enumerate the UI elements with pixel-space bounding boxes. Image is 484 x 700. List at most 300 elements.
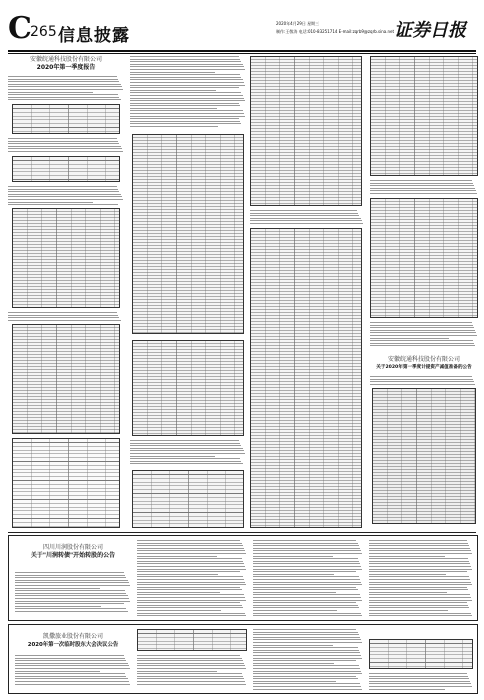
- table-1: [12, 104, 120, 134]
- table-12: [370, 198, 478, 318]
- text-line: [8, 86, 122, 87]
- text-line: [137, 655, 240, 656]
- text-line: [253, 665, 359, 666]
- text-line: [130, 458, 240, 459]
- text-line: [370, 327, 474, 328]
- text-line: [137, 587, 240, 588]
- text-line: [369, 574, 446, 575]
- text-line: [8, 194, 121, 195]
- page-number: 265: [30, 24, 57, 40]
- text-line: [137, 571, 240, 572]
- table-9: [250, 56, 362, 206]
- text-line: [8, 146, 121, 147]
- text-line: [369, 561, 469, 562]
- table-6: [132, 134, 244, 334]
- column-1-text: [8, 76, 124, 102]
- text-line: [369, 587, 467, 588]
- text-line: [253, 637, 360, 638]
- text-line: [137, 566, 245, 567]
- text-line: [8, 202, 93, 203]
- text-line: [370, 185, 474, 186]
- text-line: [130, 440, 239, 441]
- text-line: [253, 645, 333, 646]
- text-line: [130, 98, 244, 99]
- text-line: [137, 600, 246, 601]
- text-line: [137, 582, 245, 583]
- text-line: [370, 376, 472, 377]
- text-line: [369, 681, 470, 682]
- text-line: [15, 593, 126, 594]
- text-line: [137, 579, 244, 580]
- text-line: [369, 673, 467, 674]
- text-line: [8, 76, 117, 77]
- text-line: [130, 59, 240, 60]
- text-line: [253, 553, 362, 554]
- text-line: [8, 196, 122, 197]
- text-line: [130, 450, 244, 451]
- text-line: [370, 379, 473, 380]
- column-3-text: [250, 210, 364, 226]
- column-2-text: [130, 56, 246, 129]
- text-line: [369, 610, 448, 611]
- text-line: [8, 151, 123, 152]
- text-line: [130, 61, 241, 62]
- text-line: [130, 113, 244, 114]
- text-line: [137, 660, 243, 661]
- text-line: [370, 183, 473, 184]
- text-line: [253, 543, 358, 544]
- text-line: [253, 650, 359, 651]
- text-line: [253, 571, 356, 572]
- text-line: [370, 340, 473, 341]
- text-line: [8, 315, 118, 316]
- text-line: [137, 543, 242, 544]
- column-4-text-b: [370, 322, 478, 348]
- text-line: [8, 94, 118, 95]
- text-line: [137, 553, 246, 554]
- bond-col-4: [369, 540, 473, 618]
- text-line: [15, 598, 129, 599]
- text-line: [15, 588, 100, 589]
- column-2-text-b: [130, 440, 246, 466]
- masthead-rule-thin: [8, 53, 476, 54]
- text-line: [369, 558, 468, 559]
- text-line: [137, 684, 246, 685]
- text-line: [8, 317, 119, 318]
- text-line: [253, 563, 360, 564]
- bond-col-3: [253, 540, 363, 618]
- text-line: [369, 569, 472, 570]
- text-line: [137, 676, 243, 677]
- impairment-heading: 关于2020年第一季度计提资产减值准备的公告: [376, 365, 472, 370]
- company-name-3: 四川川润股份有限公司: [42, 544, 103, 551]
- article-title-3: [15, 544, 131, 560]
- text-line: [137, 589, 242, 590]
- text-line: [130, 69, 245, 70]
- text-line: [130, 90, 216, 91]
- text-line: [8, 89, 123, 90]
- text-line: [253, 550, 361, 551]
- text-line: [253, 678, 358, 679]
- company-name-4: 凯撒旅业股份有限公司: [42, 633, 103, 640]
- text-line: [130, 461, 241, 462]
- text-line: [130, 116, 245, 117]
- text-line: [369, 545, 469, 546]
- text-line: [370, 343, 474, 344]
- text-line: [369, 543, 468, 544]
- text-line: [15, 678, 128, 679]
- text-line: [15, 684, 130, 685]
- text-line: [8, 189, 118, 190]
- text-line: [253, 689, 362, 690]
- text-line: [250, 210, 357, 211]
- text-line: [369, 582, 471, 583]
- text-line: [130, 121, 240, 122]
- text-line: [137, 558, 242, 559]
- text-line: [137, 540, 240, 541]
- text-line: [253, 607, 359, 608]
- text-line: [137, 681, 245, 682]
- text-line: [130, 456, 215, 457]
- text-line: [130, 77, 241, 78]
- text-line: [253, 558, 358, 559]
- text-line: [15, 671, 100, 672]
- report-heading: 2020年第一季度报告: [36, 64, 96, 71]
- text-line: [8, 148, 122, 149]
- meeting-col-2: [137, 655, 247, 686]
- text-line: [15, 655, 124, 656]
- text-line: [130, 100, 245, 101]
- text-line: [370, 322, 472, 323]
- text-line: [137, 605, 242, 606]
- bond-heading: 关于"川润转债"开始转股的公告: [30, 552, 116, 559]
- text-line: [137, 615, 246, 616]
- text-line: [137, 678, 244, 679]
- masthead: [8, 12, 476, 52]
- text-line: [137, 671, 217, 672]
- text-line: [253, 655, 361, 656]
- text-line: [15, 603, 124, 604]
- text-line: [253, 658, 362, 659]
- text-line: [369, 540, 467, 541]
- text-line: [137, 607, 243, 608]
- table-11: [370, 56, 478, 176]
- text-line: [253, 605, 358, 606]
- text-line: [130, 79, 243, 80]
- text-line: [369, 683, 471, 684]
- text-line: [369, 605, 468, 606]
- text-line: [137, 597, 245, 598]
- text-line: [250, 220, 362, 221]
- text-line: [253, 681, 336, 682]
- text-line: [130, 453, 245, 454]
- bond-col-1: [15, 572, 131, 614]
- text-line: [369, 589, 468, 590]
- text-line: [253, 629, 356, 630]
- article-shareholder-meeting: [8, 624, 478, 694]
- text-line: [253, 683, 360, 684]
- text-line: [370, 384, 475, 385]
- text-line: [253, 652, 360, 653]
- editor-contact: 制作:王敬涛 电话:010-83251714 E-mail:zqrb9@zqrb.sina.net: [276, 29, 395, 34]
- meeting-col-3: [253, 629, 363, 691]
- text-line: [130, 85, 245, 86]
- text-line: [369, 566, 471, 567]
- text-line: [15, 608, 126, 609]
- text-line: [253, 632, 358, 633]
- text-line: [15, 606, 101, 607]
- article-title: [8, 56, 124, 72]
- text-line: [130, 108, 217, 109]
- text-line: [253, 642, 362, 643]
- table-3: [12, 208, 120, 308]
- table-10: [250, 228, 362, 528]
- text-line: [8, 81, 119, 82]
- text-line: [369, 615, 472, 616]
- text-line: [253, 594, 360, 595]
- text-line: [369, 686, 472, 687]
- text-line: [253, 579, 360, 580]
- text-line: [253, 548, 360, 549]
- company-name: 安徽皖通科技股份有限公司: [29, 56, 102, 63]
- text-line: [137, 663, 244, 664]
- company-name-2: 安徽皖通科技股份有限公司: [387, 356, 460, 363]
- text-line: [253, 673, 362, 674]
- text-line: [8, 312, 117, 313]
- text-line: [8, 199, 123, 200]
- text-line: [253, 592, 336, 593]
- text-line: [8, 320, 121, 321]
- text-line: [130, 443, 240, 444]
- text-line: [15, 595, 128, 596]
- impairment-table: [372, 388, 476, 524]
- meeting-heading: 2020年第一次临时股东大会决议公告: [27, 642, 119, 648]
- impairment-text: [370, 376, 478, 386]
- text-line: [253, 597, 361, 598]
- text-line: [137, 569, 246, 570]
- text-line: [15, 658, 125, 659]
- text-line: [130, 448, 243, 449]
- text-line: [130, 110, 243, 111]
- text-line: [137, 673, 242, 674]
- text-line: [137, 610, 221, 611]
- text-line: [370, 330, 475, 331]
- text-line: [130, 118, 239, 119]
- text-line: [137, 658, 242, 659]
- text-line: [8, 141, 118, 142]
- article-quarterly-report: [8, 56, 478, 530]
- text-line: [370, 180, 472, 181]
- column-1-text-d: [8, 312, 124, 322]
- text-line: [137, 613, 245, 614]
- text-line: [15, 611, 128, 612]
- text-line: [253, 584, 362, 585]
- text-line: [137, 545, 243, 546]
- text-line: [253, 574, 334, 575]
- text-line: [369, 613, 471, 614]
- column-4-text: [370, 180, 478, 196]
- text-line: [369, 579, 470, 580]
- text-line: [253, 569, 362, 570]
- text-line: [369, 678, 469, 679]
- table-5: [12, 438, 120, 528]
- text-line: [130, 72, 215, 73]
- text-line: [369, 550, 471, 551]
- text-line: [8, 143, 119, 144]
- text-line: [253, 540, 356, 541]
- text-line: [369, 553, 472, 554]
- text-line: [253, 639, 361, 640]
- text-line: [369, 676, 468, 677]
- text-line: [369, 600, 472, 601]
- meeting-table-2: [369, 639, 473, 669]
- text-line: [250, 218, 361, 219]
- text-line: [130, 103, 239, 104]
- text-line: [15, 663, 128, 664]
- text-line: [253, 576, 359, 577]
- text-line: [369, 576, 469, 577]
- text-line: [137, 594, 244, 595]
- text-line: [137, 550, 245, 551]
- text-line: [15, 577, 126, 578]
- text-line: [137, 584, 246, 585]
- article-convertible-bond: [8, 535, 478, 621]
- text-line: [130, 92, 241, 93]
- meeting-col-4: [369, 673, 473, 691]
- text-line: [15, 660, 126, 661]
- text-line: [370, 325, 473, 326]
- text-line: [130, 64, 243, 65]
- text-line: [369, 592, 447, 593]
- column-1-text-b: [8, 138, 124, 154]
- text-line: [369, 689, 445, 690]
- text-line: [253, 634, 359, 635]
- table-4: [12, 324, 120, 434]
- text-line: [8, 84, 121, 85]
- text-line: [130, 445, 241, 446]
- text-line: [253, 613, 361, 614]
- text-line: [253, 686, 361, 687]
- text-line: [15, 582, 129, 583]
- text-line: [8, 186, 117, 187]
- text-line: [250, 215, 359, 216]
- text-line: [8, 92, 93, 93]
- text-line: [253, 600, 362, 601]
- text-line: [253, 566, 361, 567]
- text-line: [137, 574, 218, 575]
- text-line: [15, 673, 125, 674]
- text-line: [8, 191, 119, 192]
- text-line: [15, 585, 130, 586]
- text-line: [8, 97, 119, 98]
- text-line: [253, 589, 358, 590]
- text-line: [130, 82, 244, 83]
- text-line: [130, 87, 239, 88]
- text-line: [137, 576, 243, 577]
- masthead-rule: [8, 50, 476, 52]
- text-line: [253, 668, 360, 669]
- column-1-text-c: [8, 186, 124, 207]
- text-line: [253, 556, 333, 557]
- text-line: [250, 213, 358, 214]
- text-line: [370, 190, 476, 191]
- text-line: [370, 335, 477, 336]
- text-line: [369, 548, 470, 549]
- text-line: [8, 79, 118, 80]
- newspaper-logo: 证券日报: [394, 20, 466, 41]
- text-line: [130, 56, 239, 57]
- text-line: [130, 123, 241, 124]
- text-line: [370, 188, 475, 189]
- text-line: [369, 571, 467, 572]
- text-line: [253, 561, 359, 562]
- text-line: [15, 580, 128, 581]
- text-line: [253, 615, 362, 616]
- text-line: [130, 105, 240, 106]
- text-line: [369, 602, 467, 603]
- impairment-notice-title: [370, 356, 478, 372]
- text-line: [137, 548, 244, 549]
- table-8: [132, 470, 244, 528]
- table-2: [12, 156, 120, 182]
- text-line: [137, 602, 240, 603]
- text-line: [15, 601, 130, 602]
- text-line: [8, 204, 118, 205]
- text-line: [369, 563, 470, 564]
- text-line: [137, 556, 217, 557]
- text-line: [15, 676, 126, 677]
- text-line: [137, 563, 244, 564]
- text-line: [15, 572, 124, 573]
- text-line: [8, 138, 117, 139]
- text-line: [137, 561, 243, 562]
- text-line: [253, 647, 358, 648]
- text-line: [130, 66, 244, 67]
- text-line: [253, 671, 361, 672]
- text-line: [370, 345, 475, 346]
- text-line: [15, 681, 129, 682]
- text-line: [369, 556, 445, 557]
- text-line: [130, 126, 218, 127]
- text-line: [15, 665, 129, 666]
- text-line: [369, 607, 469, 608]
- text-line: [130, 463, 243, 464]
- text-line: [15, 590, 125, 591]
- text-line: [253, 663, 334, 664]
- text-line: [250, 223, 363, 224]
- section-title: 信息披露: [58, 26, 130, 46]
- table-7: [132, 340, 244, 436]
- text-line: [369, 584, 472, 585]
- text-line: [253, 545, 359, 546]
- text-line: [15, 668, 130, 669]
- text-line: [253, 660, 356, 661]
- bond-col-2: [137, 540, 247, 618]
- text-line: [137, 668, 246, 669]
- text-line: [15, 575, 125, 576]
- text-line: [253, 610, 337, 611]
- section-divider: [8, 532, 476, 533]
- text-line: [370, 338, 449, 339]
- text-line: [137, 592, 220, 593]
- meeting-col-1: [15, 655, 131, 686]
- text-line: [369, 594, 470, 595]
- meeting-table-1: [137, 629, 247, 651]
- text-line: [253, 582, 361, 583]
- issue-date: 2020年4月29日 星期三: [276, 21, 320, 26]
- section-letter: C: [8, 11, 32, 46]
- text-line: [370, 381, 474, 382]
